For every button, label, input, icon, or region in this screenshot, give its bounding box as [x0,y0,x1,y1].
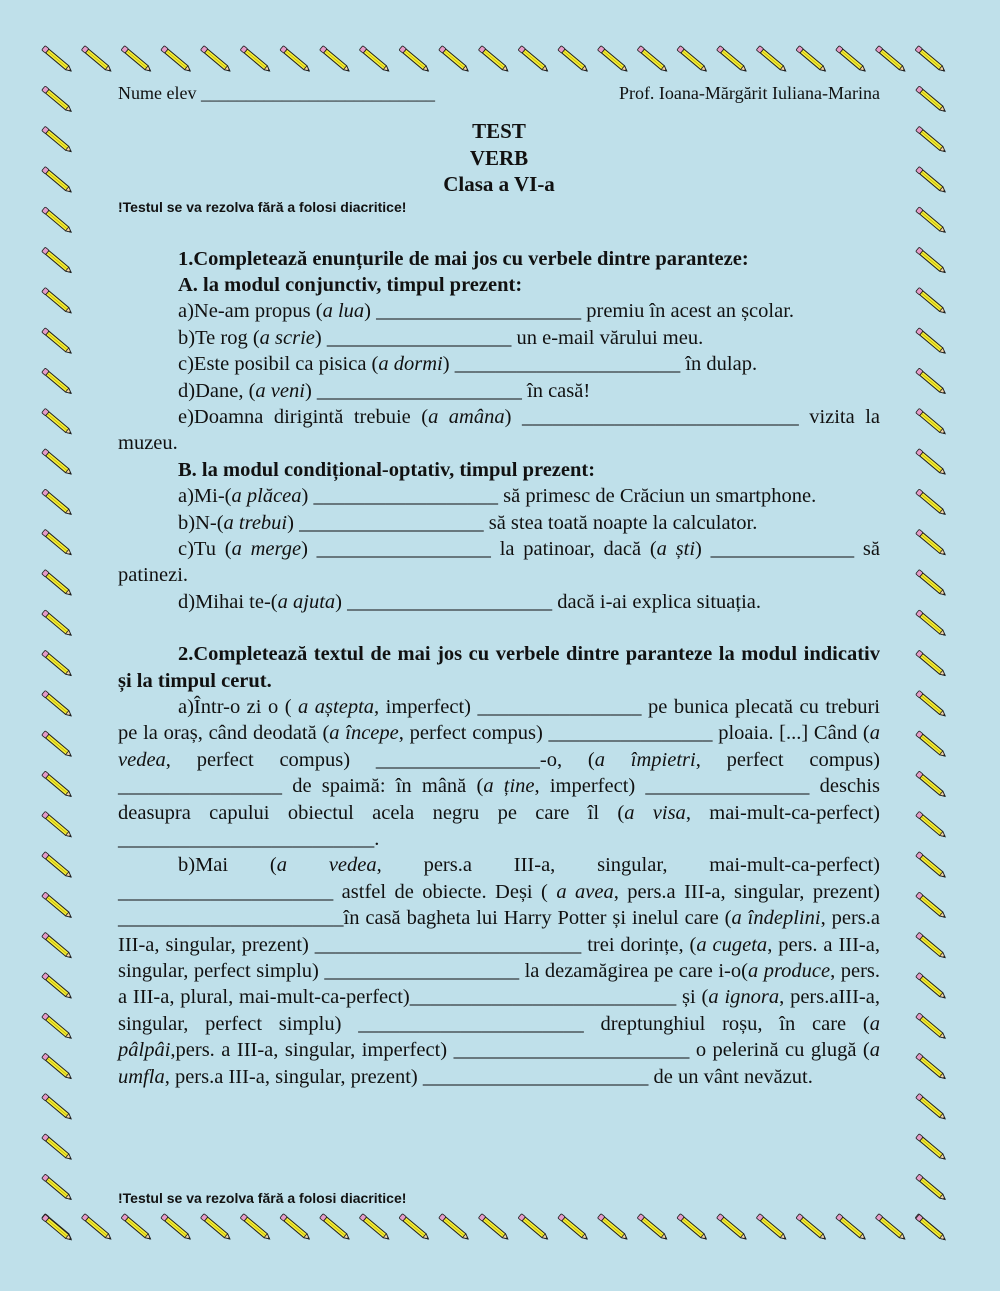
pencil-icon [916,1013,947,1040]
pencil-icon [42,690,73,717]
pencil-icon [916,529,947,556]
worksheet [118,80,880,1090]
pencil-icon [42,811,73,838]
pencil-icon [280,46,311,73]
pencil-icon [42,852,73,879]
pencil-icon [916,1053,947,1080]
pencil-icon [42,1013,73,1040]
ex1-b-item-3: c)Tu (a merge) _________________ la patinoar, dacă (a ști) ______________ să patinezi. [118,537,880,587]
pencil-icon [439,1214,470,1241]
ex1-a-item-4: d)Dane, (a veni) ____________________ în casă! [178,379,591,402]
pencil-icon [42,86,73,113]
pencil-icon [916,368,947,395]
teacher-name: Prof. Ioana-Mărgărit Iuliana-Marina [618,83,880,103]
pencil-icon [916,892,947,919]
pencil-icon [478,1214,509,1241]
pencil-icon [240,1214,271,1241]
pencil-icon [359,1214,390,1241]
pencil-icon [916,126,947,153]
pencil-icon [399,46,430,73]
exercise-2-title: 2.Completează textul de mai jos cu verbele dintre paranteze la modul indicativ și la timpul cerut. [118,643,880,692]
pencil-icon [875,46,906,73]
pencil-icon [518,1214,549,1241]
pencil-icon [915,46,946,73]
pencil-icon [796,46,827,73]
pencil-icon [42,1214,73,1241]
pencil-icon [916,811,947,838]
pencil-icon [916,1174,947,1201]
ex1-a-item-2: b)Te rog (a scrie) __________________ un e-mail vărului meu. [178,326,704,349]
pencil-icon [916,610,947,637]
pencil-icon [558,1214,589,1241]
pencil-icon [916,1134,947,1161]
pencil-icon [42,167,73,194]
ex1-b-item-4: d)Mihai te-(a ajuta) ____________________ dacă i-ai explica situația. [178,590,761,613]
pencil-icon [916,287,947,314]
pencil-icon [399,1214,430,1241]
pencil-icon [81,1214,112,1241]
pencil-icon [756,1214,787,1241]
pencil-icon [42,1174,73,1201]
pencil-icon [916,489,947,516]
diacritics-note: !Testul se va rezolva fără a folosi diacritice! [118,198,407,215]
pencil-icon [916,207,947,234]
pencil-icon [478,46,509,73]
ex1-a-item-5: e)Doamna dirigintă trebuie (a amâna) ___________________________ vizita la muzeu. [118,405,881,455]
pencil-icon [42,1053,73,1080]
exercise-1-title: 1.Completează enunțurile de mai jos cu verbele dintre paranteze: [178,247,749,270]
pencil-icon [916,167,947,194]
pencil-icon [916,852,947,879]
pencil-icon [916,771,947,798]
pencil-icon [915,1214,946,1241]
pencil-icon [637,46,668,73]
pencil-icon [916,973,947,1000]
footer-diacritics-note: !Testul se va rezolva fără a folosi diacritice! [118,1190,407,1206]
pencil-icon [677,1214,708,1241]
pencil-icon [42,368,73,395]
pencil-icon [320,46,351,73]
pencil-icon [439,46,470,73]
pencil-icon [320,1214,351,1241]
ex2-paragraph-b: b)Mai (a vedea, pers.a III-a, singular, mai-mult-ca-perfect) _____________________ astfel de obiecte. Deși ( a avea, pers.a III-a, singular, prezent) ______________________în casă bagheta lui Harry Potter și inelul care (a îndeplini, pers.a III-a, singular, prezent) __________________________ trei dorințe, (a cugeta, pers. a III-a, singular, perfect simplu) ___________________ la dezamăgirea pe care i-o(a produce, pers. a III-a, plural, mai-mult-ca-perfect)__________________________ și (a ignora, pers.aIII-a, singular, perfect simplu) ______________________ dreptunghiul roșu, în care (a pâlpâi,pers. a III-a, singular, imperfect) _______________________ o pelerină cu glugă (a umfla, pers.a III-a, singular, prezent) ______________________ de un vânt nevăzut. [118,854,881,1088]
pencil-icon [677,46,708,73]
pencil-icon [121,1214,152,1241]
pencil-icon [597,1214,628,1241]
exercise-1-part-b-title: B. la modul condițional-optativ, timpul prezent: [178,458,596,481]
title-line-2: VERB [469,145,529,170]
header-row [118,80,880,106]
pencil-icon [42,892,73,919]
pencil-icon [597,46,628,73]
pencil-icon [42,287,73,314]
pencil-icon [916,408,947,435]
pencil-icon [240,46,271,73]
pencil-icon [42,1134,73,1161]
pencil-icon [42,1214,73,1241]
pencil-icon [42,247,73,274]
title-line-1: TEST [472,119,526,143]
pencil-icon [280,1214,311,1241]
pencil-icon [42,529,73,556]
pencil-icon [916,247,947,274]
pencil-icon [836,46,867,73]
pencil-icon [42,408,73,435]
pencil-icon [836,1214,867,1241]
ex1-a-item-1: a)Ne-am propus (a lua) ____________________ premiu în acest an școlar. [178,300,795,323]
pencil-icon [42,731,73,758]
pencil-icon [42,570,73,597]
pencil-icon [916,328,947,355]
pencil-icon [916,86,947,113]
ex1-b-item-2: b)N-(a trebui) __________________ să stea toată noapte la calculator. [178,511,758,534]
ex1-a-item-3: c)Este posibil ca pisica (a dormi) ______________________ în dulap. [178,353,758,376]
pencil-icon [42,973,73,1000]
pencil-icon [916,1093,947,1120]
pencil-icon [42,932,73,959]
pencil-icon [161,46,192,73]
pencil-icon [42,1093,73,1120]
pencil-icon [796,1214,827,1241]
pencil-icon [916,570,947,597]
pencil-icon [916,690,947,717]
ex2-paragraph-a: a)Într-o zi o ( a aștepta, imperfect) ________________ pe bunica plecată cu treburi pe la oraș, când deodată (a începe, perfect compus) ________________ ploaia. [...] Când (a vedea, perfect compus) ________________-o, (a împietri, perfect compus) ________________ de spaimă: în mână (a ține, imperfect) ________________ deschis deasupra capului obiectul acela negru pe care îl (a visa, mai-mult-ca-perfect) _________________________. [118,696,880,851]
pencil-icon [637,1214,668,1241]
pencil-icon [121,46,152,73]
pencil-icon [42,650,73,677]
pencil-icon [916,932,947,959]
pencil-icon [916,650,947,677]
pencil-icon [916,1214,947,1241]
pencil-icon [756,46,787,73]
pencil-icon [875,1214,906,1241]
pencil-icon [161,1214,192,1241]
exercise-1-part-a-title: A. la modul conjunctiv, timpul prezent: [178,273,523,296]
pencil-icon [42,771,73,798]
pencil-icon [42,126,73,153]
pencil-icon [42,46,73,73]
pencil-icon [916,731,947,758]
test-title [118,118,880,198]
pencil-icon [518,46,549,73]
pencil-icon [81,46,112,73]
ex1-b-item-1: a)Mi-(a plăcea) __________________ să primesc de Crăciun un smartphone. [178,485,817,508]
pencil-icon [359,46,390,73]
pencil-icon [42,328,73,355]
pencil-icon [42,489,73,516]
pencil-icon [42,449,73,476]
pencil-icon [558,46,589,73]
pencil-icon [42,610,73,637]
pencil-icon [916,449,947,476]
title-line-3: Clasa a VI-a [443,172,555,196]
pencil-icon [42,207,73,234]
student-name-field: Nume elev __________________________ [118,83,435,103]
pencil-icon [200,46,231,73]
pencil-icon [717,46,748,73]
pencil-icon [717,1214,748,1241]
pencil-icon [200,1214,231,1241]
